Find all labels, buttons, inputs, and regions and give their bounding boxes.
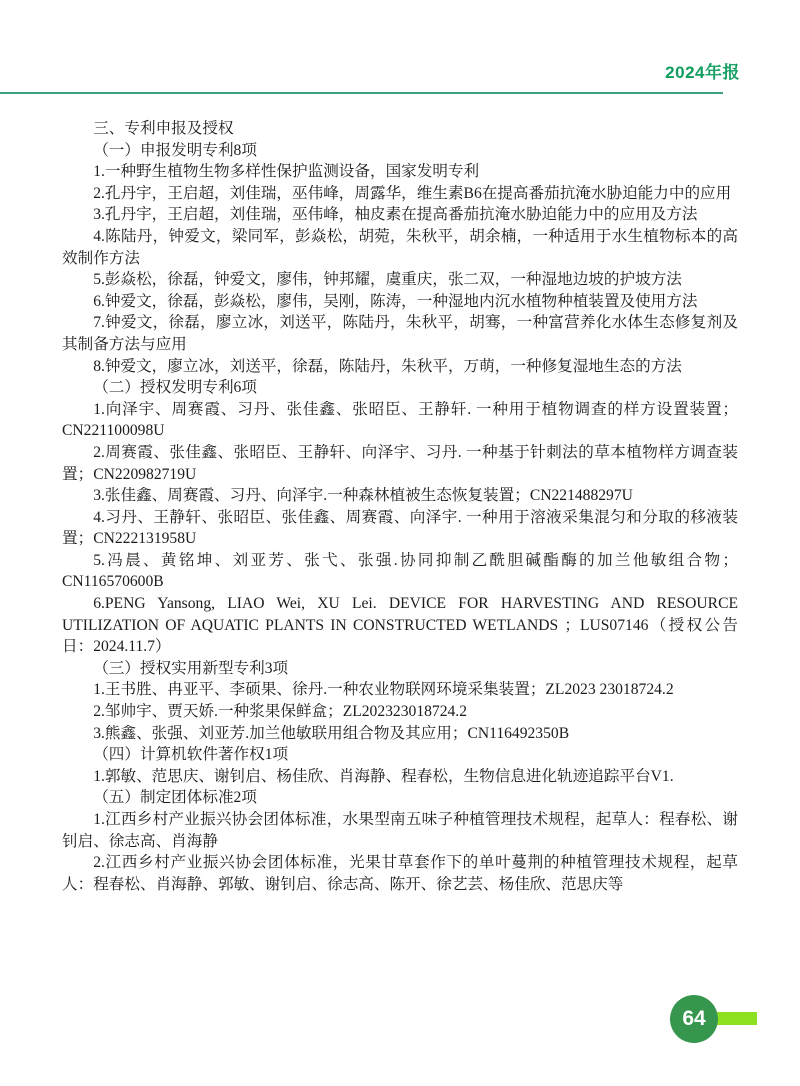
paragraph: 6.钟爱文，徐磊，彭焱松，廖伟，吴刚，陈涛，一种湿地内沉水植物种植装置及使用方法	[93, 292, 698, 310]
paragraph: 3.熊鑫、张强、刘亚芳.加兰他敏联用组合物及其应用；CN116492350B	[93, 724, 570, 742]
paragraph: 5.彭焱松，徐磊，钟爱文，廖伟，钟邦耀，虞重庆，张二双，一种湿地边坡的护坡方法	[93, 271, 682, 289]
paragraph: 1.王书胜、冉亚平、李硕果、徐丹.一种农业物联网环境采集装置；ZL2023 23018724.2	[93, 681, 674, 699]
paragraph: 7.钟爱文，徐磊，廖立冰，刘送平，陈陆丹，朱秋平，胡骞，一种富营养化水体生态修复剂及其制备方法与应用	[62, 314, 738, 353]
paragraph: （四）计算机软件著作权1项	[93, 746, 289, 764]
paragraph: 3.孔丹宇，王启超，刘佳瑞，巫伟峰，柚皮素在提高番茄抗淹水胁迫能力中的应用及方法	[93, 206, 698, 224]
paragraph: （五）制定团体标准2项	[93, 789, 257, 807]
paragraph: 1.向泽宇、周赛霞、习丹、张佳鑫、张昭臣、王静轩. 一种用于植物调查的样方设置装置；CN221100098U	[62, 400, 738, 440]
paragraph: （一）申报发明专利8项	[93, 141, 257, 159]
paragraph: 2.孔丹宇，王启超，刘佳瑞，巫伟峰，周露华，维生素B6在提高番茄抗淹水胁迫能力中的应用	[93, 184, 732, 202]
paragraph: 1.一种野生植物生物多样性保护监测设备，国家发明专利	[93, 163, 480, 181]
paragraph: 8.钟爱文，廖立冰，刘送平，徐磊，陈陆丹，朱秋平，万萌，一种修复湿地生态的方法	[93, 357, 682, 375]
document-body	[62, 118, 738, 895]
paragraph: 2.江西乡村产业振兴协会团体标准，光果甘草套作下的单叶蔓荆的种植管理技术规程，起草人：程春松、肖海静、郭敏、谢钊启、徐志高、陈开、徐艺芸、杨佳欣、范思庆等	[62, 854, 738, 893]
paragraph: 2.周赛霞、张佳鑫、张昭臣、王静轩、向泽宇、习丹. 一种基于针刺法的草本植物样方调查装置；CN220982719U	[62, 443, 738, 483]
paragraph: 3.张佳鑫、周赛霞、习丹、向泽宇.一种森林植被生态恢复装置；CN221488297U	[93, 487, 633, 505]
page-number: 64	[682, 1007, 706, 1030]
paragraph: 三、专利申报及授权	[93, 120, 234, 137]
paragraph: 1.江西乡村产业振兴协会团体标准，水果型南五味子种植管理技术规程，起草人：程春松、谢钊启、徐志高、肖海静	[62, 811, 738, 850]
paragraph: 6.PENG Yansong, LIAO Wei, XU Lei. DEVICE FOR HARVESTING AND RESOURCE UTILIZATION OF AQUATIC PLANTS IN CONSTRUCTED WETLANDS ；LUS07146（授权公告日：2024.11.7）	[62, 595, 738, 656]
paragraph: 4.陈陆丹，钟爱文，梁同军，彭焱松，胡菀，朱秋平，胡余楠，一种适用于水生植物标本的高效制作方法	[62, 227, 738, 267]
paragraph: （三）授权实用新型专利3项	[93, 659, 289, 677]
page-number-badge	[670, 995, 718, 1043]
paragraph: 5.冯晨、黄铭坤、刘亚芳、张弋、张强.协同抑制乙酰胆碱酯酶的加兰他敏组合物；CN116570600B	[62, 551, 738, 591]
paragraph: 2.邹帅宇、贾天娇.一种浆果保鲜盒；ZL202323018724.2	[93, 703, 467, 721]
paragraph: （二）授权发明专利6项	[93, 379, 257, 397]
header-divider-rule	[0, 92, 723, 94]
report-year-title: 2024年报	[665, 63, 740, 82]
paragraph: 1.郭敏、范思庆、谢钊启、杨佳欣、肖海静、程春松，生物信息进化轨迹追踪平台V1.	[93, 767, 674, 785]
paragraph: 4.习丹、王静轩、张昭臣、张佳鑫、周赛霞、向泽宇. 一种用于溶液采集混匀和分取的移液装置；CN222131958U	[62, 508, 738, 548]
